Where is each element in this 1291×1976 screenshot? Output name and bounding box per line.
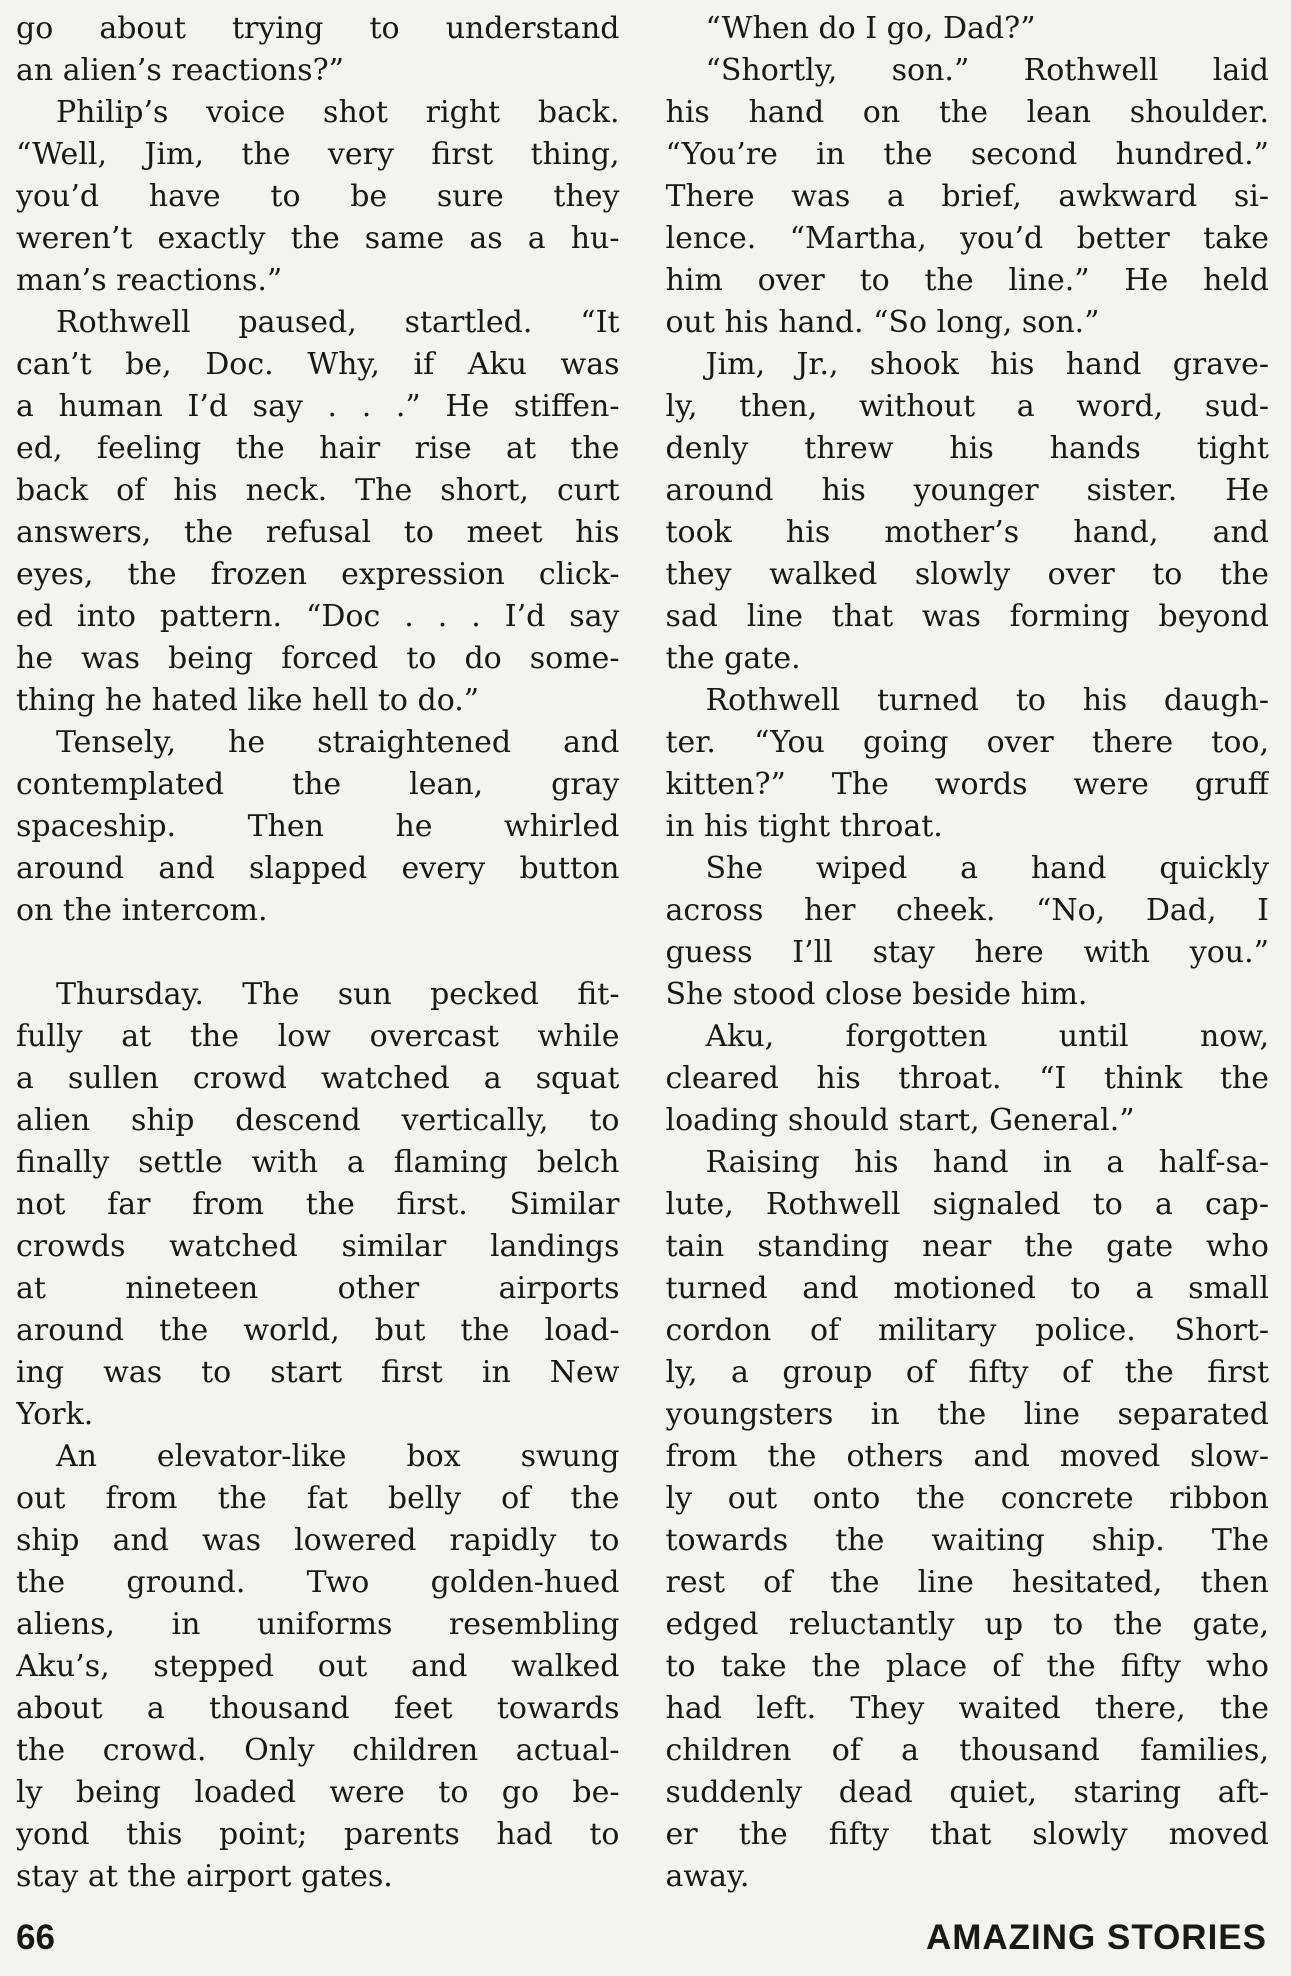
text-line: lence. “Martha, you’d better take	[665, 221, 1269, 256]
text-line: away.	[665, 1859, 750, 1894]
text-line: at nineteen other airports	[16, 1271, 620, 1306]
text-line: out his hand. “So long, son.”	[665, 305, 1100, 340]
text-line: the gate.	[665, 641, 801, 676]
magazine-title: AMAZING STORIES	[925, 1918, 1267, 1957]
text-line: in his tight throat.	[665, 809, 943, 844]
text-line: answers, the refusal to meet his	[16, 515, 620, 550]
text-line: across her cheek. “No, Dad, I	[665, 893, 1269, 928]
text-line: from the others and moved slow-	[665, 1439, 1269, 1474]
text-line: contemplated the lean, gray	[16, 767, 620, 802]
text-line: a sullen crowd watched a squat	[16, 1061, 620, 1096]
text-line: She stood close beside him.	[665, 977, 1088, 1012]
text-line: weren’t exactly the same as a hu-	[16, 221, 620, 256]
text-line: rest of the line hesitated, then	[665, 1565, 1269, 1600]
text-line: can’t be, Doc. Why, if Aku was	[16, 347, 620, 382]
text-line: There was a brief, awkward si-	[665, 179, 1269, 214]
text-line: around his younger sister. He	[665, 473, 1269, 508]
text-line: eyes, the frozen expression click-	[16, 557, 620, 592]
text-line: man’s reactions.”	[16, 263, 283, 298]
text-line: “When do I go, Dad?”	[705, 11, 1036, 46]
text-line: alien ship descend vertically, to	[16, 1103, 620, 1138]
text-line: Aku’s, stepped out and walked	[16, 1649, 620, 1684]
text-line: back of his neck. The short, curt	[16, 473, 620, 508]
text-line: the ground. Two golden-hued	[16, 1565, 620, 1600]
text-line: spaceship. Then he whirled	[16, 809, 620, 844]
text-line: fully at the low overcast while	[16, 1019, 620, 1054]
text-line: edged reluctantly up to the gate,	[665, 1607, 1269, 1642]
text-line: cleared his throat. “I think the	[665, 1061, 1269, 1096]
text-line: “You’re in the second hundred.”	[665, 137, 1269, 172]
text-line: tain standing near the gate who	[665, 1229, 1269, 1264]
text-line: ter. “You going over there too,	[665, 725, 1269, 760]
text-line: to take the place of the fifty who	[665, 1649, 1269, 1684]
text-line: he was being forced to do some-	[16, 641, 620, 676]
text-line: go about trying to understand	[16, 11, 620, 46]
text-line: She wiped a hand quickly	[705, 851, 1269, 886]
text-line: you’d have to be sure they	[16, 179, 620, 214]
text-line: Philip’s voice shot right back.	[56, 95, 620, 130]
text-line: ship and was lowered rapidly to	[16, 1523, 620, 1558]
text-line: around and slapped every button	[16, 851, 620, 886]
text-line: suddenly dead quiet, staring aft-	[665, 1775, 1269, 1810]
text-line: towards the waiting ship. The	[665, 1523, 1269, 1558]
text-line: Rothwell paused, startled. “It	[56, 305, 620, 340]
text-line: aliens, in uniforms resembling	[16, 1607, 620, 1642]
text-line: his hand on the lean shoulder.	[665, 95, 1269, 130]
text-line: York.	[16, 1397, 94, 1432]
text-line: the crowd. Only children actual-	[16, 1733, 620, 1768]
text-line: they walked slowly over to the	[665, 557, 1269, 592]
text-line: Jim, Jr., shook his hand grave-	[705, 347, 1269, 382]
text-line: not far from the first. Similar	[16, 1187, 620, 1222]
text-line: er the fifty that slowly moved	[665, 1817, 1269, 1852]
text-line: Aku, forgotten until now,	[705, 1019, 1269, 1054]
text-line: ly being loaded were to go be-	[16, 1775, 620, 1810]
text-line: ing was to start first in New	[16, 1355, 620, 1390]
text-line: lute, Rothwell signaled to a cap-	[665, 1187, 1269, 1222]
text-line: stay at the airport gates.	[16, 1859, 393, 1894]
text-line: children of a thousand families,	[665, 1733, 1269, 1768]
left-text-column	[16, 8, 620, 1898]
page-footer	[16, 1918, 1267, 1958]
text-line: ly out onto the concrete ribbon	[665, 1481, 1269, 1516]
text-line: around the world, but the load-	[16, 1313, 620, 1348]
text-line: Rothwell turned to his daugh-	[705, 683, 1269, 718]
page-number: 66	[16, 1918, 55, 1957]
text-line: him over to the line.” He held	[665, 263, 1269, 298]
text-line: youngsters in the line separated	[665, 1397, 1269, 1432]
text-line: “Shortly, son.” Rothwell laid	[705, 53, 1269, 88]
right-text-column	[666, 8, 1270, 1898]
text-line: Thursday. The sun pecked fit-	[56, 977, 620, 1012]
text-line: ed into pattern. “Doc . . . I’d say	[16, 599, 620, 634]
text-line: crowds watched similar landings	[16, 1229, 620, 1264]
text-line: Tensely, he straightened and	[56, 725, 620, 760]
text-line: sad line that was forming beyond	[665, 599, 1269, 634]
text-line: ly, then, without a word, sud-	[665, 389, 1269, 424]
text-line: took his mother’s hand, and	[665, 515, 1269, 550]
text-line: kitten?” The words were gruff	[665, 767, 1269, 802]
text-line: An elevator-like box swung	[56, 1439, 620, 1474]
text-line: Raising his hand in a half-sa-	[705, 1145, 1269, 1180]
text-line: loading should start, General.”	[665, 1103, 1135, 1138]
text-line: about a thousand feet towards	[16, 1691, 620, 1726]
text-line: “Well, Jim, the very first thing,	[16, 137, 620, 172]
text-line: finally settle with a flaming belch	[16, 1145, 620, 1180]
text-line: on the intercom.	[16, 893, 268, 928]
text-line: cordon of military police. Short-	[665, 1313, 1269, 1348]
text-line: a human I’d say . . .” He stiffen-	[16, 389, 620, 424]
text-columns	[16, 8, 1269, 1898]
text-line: ed, feeling the hair rise at the	[16, 431, 620, 466]
text-line: yond this point; parents had to	[16, 1817, 620, 1852]
text-line: thing he hated like hell to do.”	[16, 683, 480, 718]
text-line: turned and motioned to a small	[665, 1271, 1269, 1306]
text-line: guess I’ll stay here with you.”	[665, 935, 1269, 970]
text-line: had left. They waited there, the	[665, 1691, 1269, 1726]
text-line: an alien’s reactions?”	[16, 53, 344, 88]
text-line: denly threw his hands tight	[665, 431, 1269, 466]
text-line: out from the fat belly of the	[16, 1481, 620, 1516]
text-line: ly, a group of fifty of the first	[665, 1355, 1269, 1390]
